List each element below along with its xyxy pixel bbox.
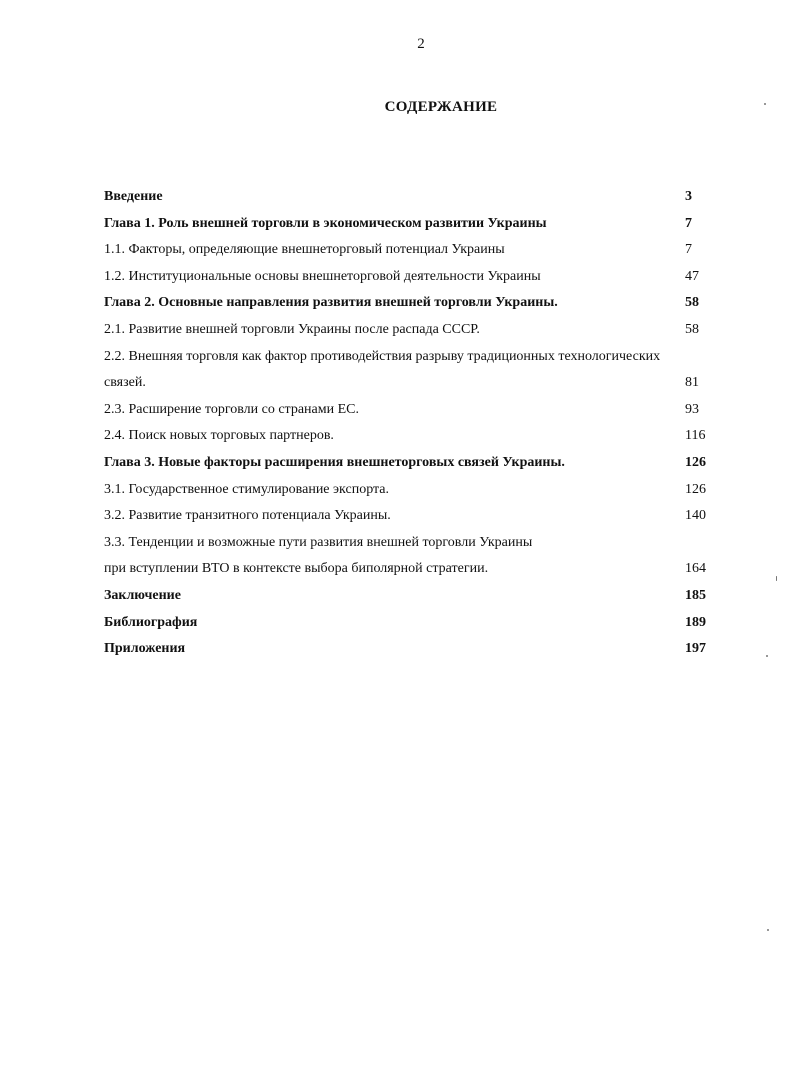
scan-speck	[764, 103, 766, 105]
toc-entry-label: 2.1. Развитие внешней торговли Украины после распада СССР.	[104, 321, 480, 337]
toc-entry-page: 189	[685, 614, 706, 630]
page-number: 2	[417, 36, 425, 52]
toc-entry-label: 1.2. Институциональные основы внешнеторговой деятельности Украины	[104, 268, 541, 284]
toc-entry-label: Глава 2. Основные направления развития внешней торговли Украины.	[104, 295, 558, 311]
toc-entry-page: 47	[685, 268, 699, 284]
toc-entry-introduction	[104, 184, 754, 211]
toc-entry-page: 116	[685, 428, 706, 444]
toc-entry-label: 3.3. Тенденции и возможные пути развития внешней торговли Украины	[104, 534, 533, 550]
toc-entry-section-1-1	[104, 237, 754, 264]
toc-entry-page: 185	[685, 587, 706, 603]
toc-entry-label: 3.1. Государственное стимулирование экспорта.	[104, 481, 390, 497]
scan-speck	[776, 576, 777, 581]
toc-entry-section-3-2	[104, 503, 754, 530]
toc-entry-label: 2.3. Расширение торговли со странами ЕС.	[104, 401, 360, 417]
toc-entry-label: связей.	[104, 375, 146, 391]
toc-entry-appendices	[104, 636, 754, 663]
toc-entry-section-3-1	[104, 477, 754, 504]
toc-entry-label: 2.4. Поиск новых торговых партнеров.	[104, 428, 334, 444]
toc-entry-section-3-3	[104, 530, 754, 557]
table-of-contents	[104, 184, 754, 663]
toc-entry-label: Глава 1. Роль внешней торговли в экономическом развитии Украины	[104, 215, 547, 231]
toc-entry-section-3-3-cont	[104, 556, 754, 583]
toc-entry-label: 1.1. Факторы, определяющие внешнеторговый потенциал Украины	[104, 242, 505, 258]
toc-entry-label: Библиография	[104, 614, 198, 630]
toc-entry-label: при вступлении ВТО в контексте выбора биполярной стратегии.	[104, 561, 489, 577]
toc-entry-section-1-2	[104, 264, 754, 291]
toc-entry-page: 3	[685, 189, 692, 204]
toc-entry-section-2-3	[104, 397, 754, 424]
toc-entry-section-2-4	[104, 423, 754, 450]
toc-entry-section-2-2-cont	[104, 370, 754, 397]
toc-entry-bibliography	[104, 610, 754, 637]
toc-entry-page: 7	[685, 215, 692, 231]
toc-entry-chapter-3	[104, 450, 754, 477]
toc-entry-conclusion	[104, 583, 754, 610]
toc-entry-page: 140	[685, 508, 706, 524]
scan-speck	[767, 929, 769, 931]
toc-entry-chapter-1	[104, 211, 754, 238]
toc-entry-label: 2.2. Внешняя торговля как фактор противодействия разрыву традиционных технологических	[104, 348, 661, 364]
toc-entry-label: Введение	[104, 189, 163, 204]
toc-entry-page: 7	[685, 242, 692, 258]
toc-entry-label: 3.2. Развитие транзитного потенциала Украины.	[104, 508, 391, 524]
toc-entry-page: 93	[685, 401, 699, 417]
toc-entry-section-2-1	[104, 317, 754, 344]
toc-entry-section-2-2	[104, 344, 754, 371]
toc-entry-label: Заключение	[104, 587, 181, 603]
toc-entry-page: 126	[685, 454, 706, 470]
toc-entry-label: Глава 3. Новые факторы расширения внешнеторговых связей Украины.	[104, 454, 565, 470]
toc-title: СОДЕРЖАНИЕ	[384, 99, 498, 115]
toc-entry-page: 81	[685, 375, 699, 391]
toc-entry-page: 164	[685, 561, 706, 577]
scan-speck	[766, 655, 768, 657]
toc-entry-chapter-2	[104, 290, 754, 317]
toc-entry-page: 197	[685, 641, 706, 657]
toc-entry-page: 58	[685, 321, 699, 337]
toc-entry-page: 126	[685, 481, 706, 497]
toc-entry-label: Приложения	[104, 641, 186, 657]
toc-entry-page: 58	[685, 295, 699, 311]
